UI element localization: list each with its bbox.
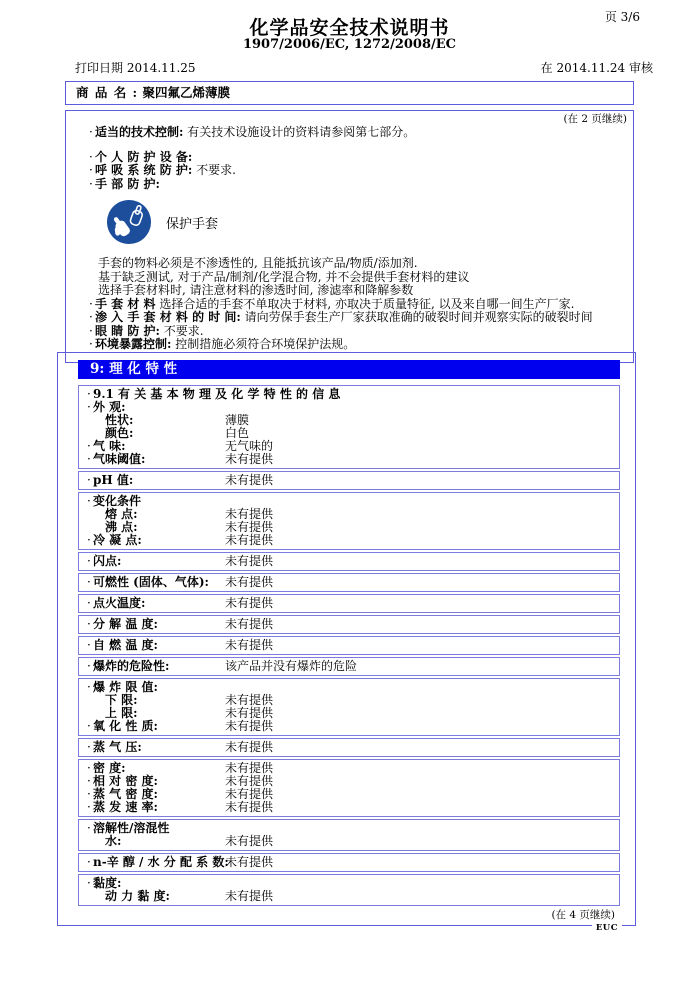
bullet-dot: ·	[89, 176, 93, 191]
property-value: 未有提供	[225, 740, 274, 754]
ppe-line	[66, 298, 633, 312]
property-line	[79, 495, 619, 508]
bullet-dot: ·	[87, 855, 91, 869]
bullet-dot: ·	[87, 596, 91, 610]
property-line	[79, 681, 619, 694]
property-label: 相 对 密 度:	[93, 774, 158, 788]
property-value: 无气味的	[225, 439, 274, 453]
ppe-line	[66, 311, 633, 325]
property-line	[79, 856, 619, 869]
review-date: 在 2014.11.24 审核	[540, 61, 653, 75]
property-value: 未有提供	[225, 520, 274, 534]
ppe-line	[66, 338, 633, 352]
property-label: 溶解性/溶混性	[93, 821, 170, 835]
property-value: 未有提供	[225, 774, 274, 788]
property-value: 未有提供	[225, 706, 274, 720]
property-row	[78, 552, 620, 571]
property-label: 气味阈值:	[93, 452, 146, 466]
property-row	[78, 657, 620, 676]
property-row	[78, 678, 620, 736]
property-line	[79, 440, 619, 453]
property-line	[79, 775, 619, 788]
property-line	[79, 639, 619, 652]
property-value: 未有提供	[225, 761, 274, 775]
property-label: 蒸 气 压:	[93, 740, 142, 754]
bullet-dot: ·	[89, 337, 93, 351]
property-line	[79, 427, 619, 440]
page-number: 页 3/6	[604, 10, 640, 24]
bullet-dot: ·	[87, 740, 91, 754]
property-value: 未有提供	[225, 693, 274, 707]
product-name-value: 聚四氟乙烯薄膜	[142, 85, 231, 100]
ppe-line	[66, 325, 633, 339]
property-line	[79, 388, 619, 401]
ppe-line-label: 环境暴露控制:	[95, 337, 172, 351]
continued-note-bottom: (在 4 页继续)	[551, 909, 615, 921]
property-label: 蒸 气 密 度:	[93, 787, 158, 801]
ppe-line	[66, 257, 633, 271]
glove-caption: 保护手套	[166, 216, 219, 232]
property-label: 变化条件	[93, 494, 142, 508]
ppe-line-label: 手 部 防 护:	[95, 176, 160, 191]
bullet-dot: ·	[87, 554, 91, 568]
property-line	[79, 822, 619, 835]
property-line	[79, 788, 619, 801]
ppe-line-text: 选择合适的手套不单取决于材料, 亦取决于质量特征, 以及来自哪一间生产厂家.	[155, 296, 575, 311]
property-line	[79, 801, 619, 814]
property-line	[79, 707, 619, 720]
ppe-line-label: 手 套 材 料	[95, 296, 156, 311]
property-value: 未有提供	[225, 617, 274, 631]
property-value: 未有提供	[225, 855, 274, 869]
property-label: 水:	[105, 834, 122, 848]
property-rows	[78, 385, 620, 906]
bullet-dot: ·	[89, 296, 93, 311]
property-label: 蒸 发 速 率:	[93, 800, 158, 814]
property-value: 未有提供	[225, 554, 274, 568]
ppe-line	[66, 151, 633, 165]
property-row	[78, 759, 620, 817]
ppe-lines-after	[66, 257, 633, 352]
bullet-dot: ·	[87, 452, 91, 466]
property-line	[79, 453, 619, 466]
property-row	[78, 819, 620, 851]
property-line	[79, 660, 619, 673]
bullet-dot: ·	[89, 163, 93, 177]
ppe-line-text: 控制措施必须符合环境保护法规。	[171, 337, 356, 351]
property-row	[78, 874, 620, 906]
property-label: 爆 炸 限 值:	[93, 680, 158, 694]
property-value: 未有提供	[225, 834, 274, 848]
property-row	[78, 573, 620, 592]
bullet-dot: ·	[87, 533, 91, 547]
property-value: 未有提供	[225, 719, 274, 733]
property-line	[79, 618, 619, 631]
dates-row	[75, 59, 653, 76]
property-label: 上 限:	[105, 706, 138, 720]
property-label: 密 度:	[93, 761, 126, 775]
property-line	[79, 762, 619, 775]
property-line	[79, 555, 619, 568]
glove-row	[106, 199, 633, 245]
ppe-line	[66, 284, 633, 298]
ppe-line	[66, 126, 633, 140]
property-label: 熔 点:	[105, 507, 138, 521]
bullet-dot: ·	[87, 473, 91, 487]
bullet-dot: ·	[87, 439, 91, 453]
property-value: 未有提供	[225, 787, 274, 801]
property-value: 薄膜	[225, 413, 250, 427]
bullet-dot: ·	[87, 575, 91, 589]
property-row	[78, 738, 620, 757]
ppe-line-label: 个 人 防 护 设 备:	[95, 149, 193, 164]
property-label: 沸 点:	[105, 520, 138, 534]
property-value: 未有提供	[225, 889, 274, 903]
bullet-dot: ·	[87, 638, 91, 652]
property-row	[78, 853, 620, 872]
property-line	[79, 508, 619, 521]
ppe-line-text: 手套的物料必须是不渗透性的, 且能抵抗该产品/物质/添加剂.	[98, 256, 418, 270]
property-value: 未有提供	[225, 575, 274, 589]
property-label: 点火温度:	[93, 596, 146, 610]
bullet-dot: ·	[87, 787, 91, 801]
property-value: 未有提供	[225, 800, 274, 814]
property-line	[79, 534, 619, 547]
property-value: 该产品并没有爆炸的危险	[225, 659, 358, 673]
property-label: 爆炸的危险性:	[93, 659, 170, 673]
bullet-dot: ·	[87, 800, 91, 814]
bullet-dot: ·	[87, 774, 91, 788]
property-label: 分 解 温 度:	[93, 617, 158, 631]
bullet-dot: ·	[87, 659, 91, 673]
property-label: 气 味:	[93, 439, 126, 453]
property-value: 未有提供	[225, 473, 274, 487]
property-line	[79, 741, 619, 754]
bullet-dot: ·	[87, 680, 91, 694]
property-line	[79, 576, 619, 589]
print-date: 打印日期 2014.11.25	[75, 61, 196, 75]
property-value: 未有提供	[225, 452, 274, 466]
continued-note-top: (在 2 页继续)	[563, 113, 627, 125]
property-line	[79, 521, 619, 534]
property-label: n-辛 醇 / 水 分 配 系 数:	[93, 855, 229, 869]
property-row	[78, 636, 620, 655]
protective-gloves-icon	[106, 199, 152, 245]
property-line	[79, 597, 619, 610]
doc-subtitle: 1907/2006/EC, 1272/2008/EC	[242, 37, 457, 52]
property-label: 9.1 有 关 基 本 物 理 及 化 学 特 性 的 信 息	[93, 387, 341, 401]
property-label: 颜色:	[105, 426, 134, 440]
property-label: 闪点:	[93, 554, 122, 568]
property-label: 下 限:	[105, 693, 138, 707]
ppe-section-box	[65, 110, 634, 363]
property-row	[78, 385, 620, 469]
property-line	[79, 720, 619, 733]
property-label: 氧 化 性 质:	[93, 719, 158, 733]
bullet-dot: ·	[87, 719, 91, 733]
property-line	[79, 835, 619, 848]
ppe-line-text: 选择手套材料时, 请注意材料的渗透时间, 渗滤率和降解参数	[98, 283, 414, 297]
property-line	[79, 890, 619, 903]
property-line	[79, 414, 619, 427]
product-name-label: 商 品 名 :	[76, 85, 139, 100]
section9-box	[57, 352, 636, 933]
bullet-dot: ·	[87, 761, 91, 775]
ppe-line-text: 不要求.	[159, 323, 204, 338]
bullet-dot: ·	[89, 125, 93, 139]
property-label: 冷 凝 点:	[93, 533, 142, 547]
bullet-dot: ·	[87, 387, 91, 401]
ppe-line-text: 有关技术设施设计的资料请参阅第七部分。	[183, 125, 416, 139]
property-value: 未有提供	[225, 638, 274, 652]
property-label: 动 力 黏 度:	[105, 889, 170, 903]
bullet-dot: ·	[89, 310, 93, 324]
ppe-line	[66, 271, 633, 285]
ppe-line-text: 请向劳保手套生产厂家获取准确的破裂时间并观察实际的破裂时间	[240, 310, 593, 324]
property-row	[78, 471, 620, 490]
property-value: 未有提供	[225, 596, 274, 610]
property-value: 未有提供	[225, 533, 274, 547]
property-row	[78, 594, 620, 613]
property-line	[79, 474, 619, 487]
property-label: 自 燃 温 度:	[93, 638, 158, 652]
bullet-dot: ·	[87, 876, 91, 890]
bullet-dot: ·	[89, 323, 93, 338]
section9-header-bar: 9: 理 化 特 性	[78, 360, 620, 379]
property-row	[78, 615, 620, 634]
product-name-box	[65, 81, 634, 105]
property-label: 性状:	[105, 413, 134, 427]
property-row	[78, 492, 620, 550]
bullet-dot: ·	[87, 400, 91, 414]
ppe-line-label: 眼 睛 防 护:	[95, 323, 160, 338]
ppe-line-label: 呼 吸 系 统 防 护:	[95, 163, 193, 177]
property-label: 外 观:	[93, 400, 126, 414]
bullet-dot: ·	[87, 617, 91, 631]
property-value: 未有提供	[225, 507, 274, 521]
ppe-line	[66, 178, 633, 192]
ppe-line	[66, 164, 633, 178]
doc-title: 化学品安全技术说明书	[249, 17, 450, 39]
property-label: 黏度:	[93, 876, 122, 890]
ppe-lines-before	[66, 126, 633, 191]
property-line	[79, 694, 619, 707]
property-label: 可燃性 (固体、气体):	[93, 575, 209, 589]
bullet-dot: ·	[87, 821, 91, 835]
ppe-line-label: 渗 入 手 套 材 料 的 时 间:	[95, 310, 241, 324]
ppe-line-label: 适当的技术控制:	[95, 125, 184, 139]
euc-mark: EUC	[592, 923, 622, 933]
ppe-line-text: 基于缺乏测试, 对于产品/制剂/化学混合物, 并不会提供手套材料的建议	[98, 269, 470, 284]
property-label: pH 值:	[93, 473, 134, 487]
bullet-dot: ·	[89, 149, 93, 164]
ppe-line-text: 不要求.	[192, 163, 236, 177]
property-value: 白色	[225, 426, 250, 440]
bullet-dot: ·	[87, 494, 91, 508]
property-line	[79, 401, 619, 414]
